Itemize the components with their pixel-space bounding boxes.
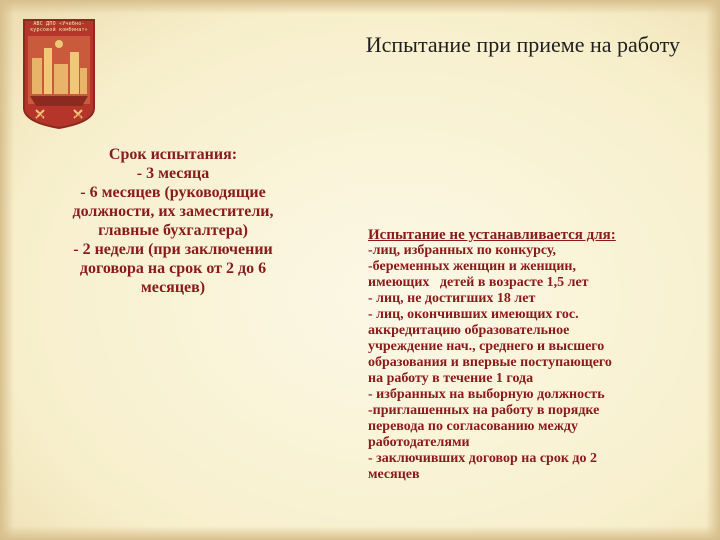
logo-caption-top: АВС ДПО «Учебно- курсовой комбинат»: [30, 21, 88, 33]
probation-line: - 6 месяцев (руководящие: [80, 184, 266, 201]
exemption-line: - лиц, не достигших 18 лет: [368, 291, 536, 306]
probation-line: должности, их заместители,: [72, 203, 274, 220]
exemption-line: -беременных женщин и женщин,: [368, 259, 576, 274]
exemptions-heading: Испытание не устанавливается для:: [368, 227, 616, 243]
exemption-line: - заключивших договор на срок до 2: [368, 451, 597, 466]
exemption-line: аккредитацию образовательное: [368, 323, 570, 338]
probation-terms: [28, 145, 318, 297]
probation-line: главные бухгалтера): [98, 222, 248, 239]
probation-line: месяцев): [140, 279, 206, 296]
exemption-line: на работу в течение 1 года: [368, 371, 534, 386]
probation-line: Срок испытания:: [108, 146, 238, 163]
probation-line: - 3 месяца: [136, 165, 210, 182]
probation-line: - 2 недели (при заключении: [73, 241, 273, 258]
exemption-line: -лиц, избранных по конкурсу,: [368, 243, 556, 258]
exemption-line: - избранных на выборную должность: [368, 387, 605, 402]
exemption-line: -приглашенных на работу в порядке: [368, 403, 600, 418]
exemption-line: перевода по согласованию между: [368, 419, 578, 434]
exemption-line: работодателями: [368, 435, 470, 450]
page-title: Испытание при приеме на работу: [365, 32, 680, 57]
exemption-line: - лиц, окончивших имеющих гос.: [368, 307, 579, 322]
probation-line: договора на срок от 2 до 6: [79, 260, 267, 277]
exemption-line: учреждение нач., среднего и высшего: [368, 339, 605, 354]
exemptions-list: [368, 227, 698, 483]
exemption-line: имеющих детей в возрасте 1,5 лет: [368, 275, 589, 290]
exemption-line: месяцев: [368, 467, 420, 482]
logo-caption-bottom: Северодвинск: [36, 113, 82, 120]
exemption-line: образования и впервые поступающего: [368, 355, 612, 370]
